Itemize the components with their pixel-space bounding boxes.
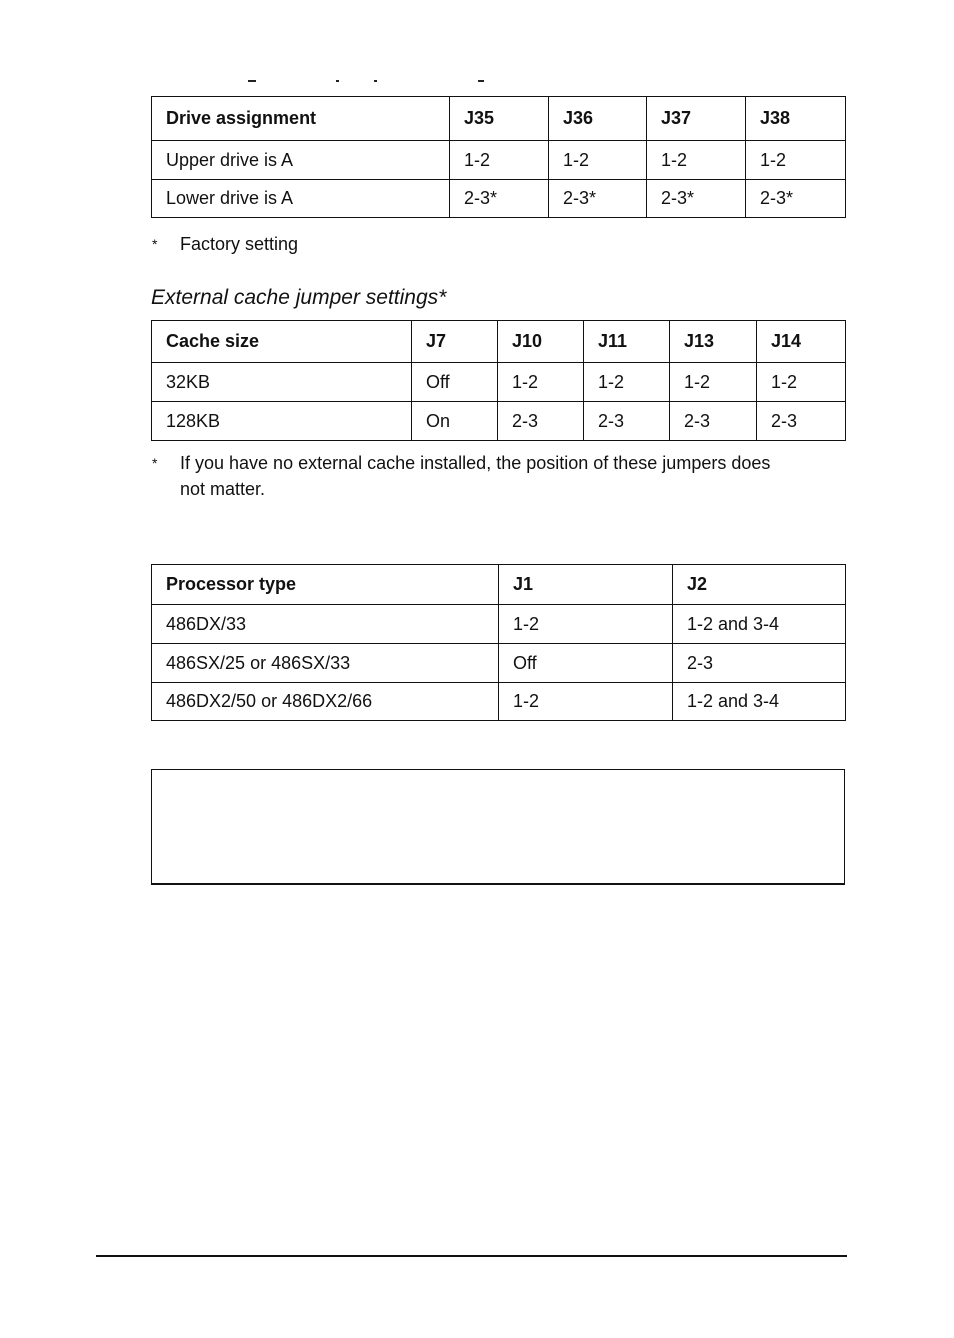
table-cell: 2-3* bbox=[549, 180, 647, 218]
table-cell: Upper drive is A bbox=[152, 141, 450, 180]
section-heading: External cache jumper settings* bbox=[151, 286, 447, 309]
column-header: J13 bbox=[670, 321, 757, 363]
table-row bbox=[152, 141, 846, 180]
table-cell: 1-2 bbox=[450, 141, 549, 180]
table-cell: 2-3 bbox=[584, 402, 670, 441]
table-cell: 1-2 bbox=[499, 605, 673, 644]
footer-divider bbox=[96, 1255, 847, 1257]
column-header: J35 bbox=[450, 97, 549, 141]
table-cell: 1-2 and 3-4 bbox=[673, 683, 846, 721]
table-row bbox=[152, 180, 846, 218]
table-header-row bbox=[152, 321, 846, 363]
column-header: J37 bbox=[647, 97, 746, 141]
table-cell: 2-3* bbox=[746, 180, 846, 218]
table-cell: 128KB bbox=[152, 402, 412, 441]
table-row bbox=[152, 402, 846, 441]
table-cell: 1-2 bbox=[670, 363, 757, 402]
cache-table-footnote bbox=[152, 451, 852, 503]
footnote-marker: * bbox=[152, 455, 158, 471]
table-cell: 1-2 bbox=[499, 683, 673, 721]
table-cell: 486DX2/50 or 486DX2/66 bbox=[152, 683, 499, 721]
column-header: J7 bbox=[412, 321, 498, 363]
column-header: J38 bbox=[746, 97, 846, 141]
table-header-row bbox=[152, 97, 846, 141]
table-cell: 2-3* bbox=[450, 180, 549, 218]
table-cell: 486DX/33 bbox=[152, 605, 499, 644]
table-cell: 1-2 bbox=[647, 141, 746, 180]
column-header: J14 bbox=[757, 321, 846, 363]
footnote-text-line-2: not matter. bbox=[180, 479, 266, 499]
cropped-text-remnant bbox=[240, 72, 500, 92]
table-cell: Off bbox=[499, 644, 673, 683]
table-cell: 1-2 bbox=[498, 363, 584, 402]
table-cell: 1-2 bbox=[584, 363, 670, 402]
column-header: J1 bbox=[499, 565, 673, 605]
table-cell: 1-2 bbox=[757, 363, 846, 402]
table-cell: 486SX/25 or 486SX/33 bbox=[152, 644, 499, 683]
table-row bbox=[152, 363, 846, 402]
table-cell: 2-3 bbox=[757, 402, 846, 441]
table-cell: Off bbox=[412, 363, 498, 402]
table-cell: Lower drive is A bbox=[152, 180, 450, 218]
footnote-text-line-1: If you have no external cache installed, the position of these jumpers does bbox=[180, 453, 771, 473]
table-row bbox=[152, 605, 846, 644]
table-cell: 2-3 bbox=[670, 402, 757, 441]
column-header: Cache size bbox=[152, 321, 412, 363]
column-header: J11 bbox=[584, 321, 670, 363]
table-cell: 32KB bbox=[152, 363, 412, 402]
cache-jumper-table bbox=[151, 320, 846, 441]
empty-note-box bbox=[151, 769, 845, 885]
table-cell: 2-3 bbox=[673, 644, 846, 683]
processor-type-table bbox=[151, 564, 846, 721]
footnote-marker: * bbox=[152, 236, 158, 252]
column-header: J2 bbox=[673, 565, 846, 605]
column-header: J36 bbox=[549, 97, 647, 141]
drive-table-footnote bbox=[152, 232, 752, 258]
drive-assignment-table bbox=[151, 96, 846, 218]
column-header: Drive assignment bbox=[152, 97, 450, 141]
table-cell: 1-2 bbox=[746, 141, 846, 180]
column-header: Processor type bbox=[152, 565, 499, 605]
table-cell: 2-3* bbox=[647, 180, 746, 218]
table-cell: On bbox=[412, 402, 498, 441]
table-cell: 1-2 bbox=[549, 141, 647, 180]
footnote-text: Factory setting bbox=[180, 234, 299, 254]
column-header: J10 bbox=[498, 321, 584, 363]
table-row bbox=[152, 683, 846, 721]
table-cell: 2-3 bbox=[498, 402, 584, 441]
table-cell: 1-2 and 3-4 bbox=[673, 605, 846, 644]
table-row bbox=[152, 644, 846, 683]
table-header-row bbox=[152, 565, 846, 605]
